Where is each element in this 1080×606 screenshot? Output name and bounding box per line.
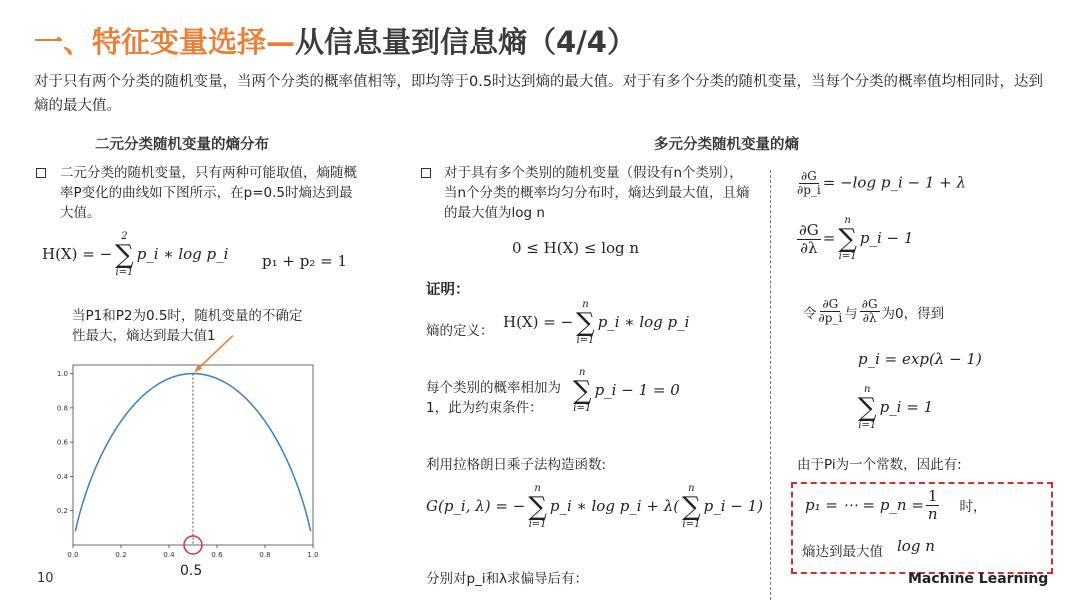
column-divider — [770, 170, 771, 600]
sum-bottom: i=1 — [858, 420, 877, 431]
middle-heading: 多元分类随机变量的熵 — [654, 137, 799, 153]
frac-den: ∂λ — [862, 311, 877, 326]
binary-entropy-formula — [42, 232, 228, 278]
y-tick-label: 0.4 — [56, 472, 68, 481]
sum-symbol: n ∑ i=1 — [576, 299, 595, 346]
fraction — [797, 222, 821, 256]
lagrange-mid: p_i ∗ log p_i + λ( — [549, 497, 680, 515]
sum-symbol: n ∑ i=1 — [858, 384, 877, 431]
box-eq: p₁ = ⋯ = p_n = — [805, 496, 924, 514]
partial-lambda-equation — [795, 216, 913, 262]
formula-rhs: p_i ∗ log p_i — [136, 245, 229, 263]
sum-top: n — [844, 215, 851, 226]
x-tick-label: 0.2 — [115, 551, 127, 559]
let-suffix: 为0，得到 — [881, 305, 945, 322]
sum-bottom: i=1 — [115, 267, 134, 278]
sum-bottom: i=1 — [528, 519, 547, 530]
constraint-label: 每个类别的概率相加为1，此为约束条件： — [426, 380, 561, 416]
frac-den: ∂p_i — [797, 183, 821, 198]
lagrange-lhs: G(p_i, λ) = − — [426, 497, 526, 515]
y-tick-label: 1.0 — [56, 370, 68, 379]
intro-text: 对于只有两个分类的随机变量，当两个分类的概率值相等，即均等于0.5时达到熵的最大值。对于有多个分类的随机变量，当每个分类的概率值均相同时，达到熵的最大值。 — [34, 74, 1044, 114]
constraint-rhs: p_i − 1 = 0 — [594, 381, 680, 399]
sum-symbol: n ∑ i=1 — [682, 483, 701, 530]
x-tick-label: 0.6 — [211, 551, 223, 559]
y-tick-label: 0.2 — [56, 507, 68, 516]
probability-constraint: p₁ + p₂ = 1 — [262, 252, 347, 270]
def-rhs: p_i ∗ log p_i — [597, 313, 690, 331]
chart-annotation: 当P1和P2为0.5时，随机变量的不确定性最大，熵达到最大值1 — [72, 308, 303, 344]
let-prefix: 令 — [803, 305, 817, 322]
sum-top: n — [688, 483, 695, 494]
set-zero-line — [803, 298, 944, 325]
fraction — [926, 488, 940, 522]
frac-num: 1 — [927, 487, 938, 505]
x-tick-label: 1.0 — [307, 551, 319, 559]
sum-bottom: i=1 — [838, 251, 857, 262]
x-tick-label: 0.0 — [67, 551, 79, 559]
partial-p-equation — [795, 170, 966, 197]
title-part2: 从信息量到信息熵（4/4） — [295, 25, 636, 59]
fraction — [797, 170, 821, 197]
eq2-eq: = — [822, 229, 836, 247]
box-log: log n — [897, 537, 935, 555]
max-entropy-value — [897, 537, 935, 555]
def-lhs: H(X) = − — [503, 313, 574, 331]
definition-label: 熵的定义： — [426, 323, 494, 339]
lagrange-label: 利用拉格朗日乘子法构造函数: — [426, 457, 607, 473]
frac-num: ∂G — [799, 221, 819, 239]
lagrange-formula — [426, 484, 763, 530]
sum-top: n — [582, 299, 589, 310]
sum-symbol: 2 ∑ i=1 — [115, 231, 134, 278]
y-tick-label: 0.8 — [56, 404, 68, 413]
eq2-tail: p_i − 1 — [859, 229, 914, 247]
frac-num: ∂G — [822, 297, 839, 311]
partial-label: 分别对p_i和λ求偏导后有： — [426, 571, 589, 587]
sum-equals-one — [855, 385, 933, 431]
sum-top: n — [579, 367, 586, 378]
bullet-square-icon — [421, 168, 431, 178]
formula-lhs: H(X) = − — [42, 245, 113, 263]
x-tick-label: 0.8 — [259, 551, 271, 559]
sum-symbol: n ∑ i=1 — [573, 367, 592, 414]
y-tick-label: 0.6 — [56, 438, 68, 447]
sum-top: n — [864, 384, 871, 395]
brand-label: Machine Learning — [908, 571, 1049, 587]
pi-eq: p_i = exp(λ − 1) — [858, 350, 982, 368]
left-heading: 二元分类随机变量的熵分布 — [95, 137, 269, 153]
sum-symbol: n ∑ i=1 — [838, 215, 857, 262]
uniform-prob-equation — [805, 488, 986, 522]
max-entropy-text: 熵达到最大值 — [802, 544, 883, 560]
proof-label: 证明： — [426, 282, 470, 298]
entropy-bound: 0 ≤ H(X) ≤ log n — [512, 239, 640, 257]
frac-den: n — [927, 504, 938, 523]
lagrange-end: p_i − 1) — [703, 497, 764, 515]
frac-num: ∂G — [800, 169, 817, 183]
page-number: 10 — [37, 571, 54, 586]
since-text: 由于Pi为一个常数，因此有: — [797, 457, 962, 473]
sum-bottom: i=1 — [576, 335, 595, 346]
title-part1: 一、特征变量选择— — [34, 25, 296, 59]
definition-formula — [503, 300, 689, 346]
eq1-rhs: = −log p_i − 1 + λ — [822, 173, 966, 192]
pi-exp-equation — [858, 350, 982, 368]
entropy-chart — [40, 330, 340, 580]
page-title — [34, 20, 636, 61]
marker-label: 0.5 — [180, 563, 203, 579]
sum-bottom: i=1 — [682, 519, 701, 530]
frac-den: ∂p_i — [818, 311, 843, 326]
left-bullet-text: 二元分类的随机变量，只有两种可能取值，熵随概率P变化的曲线如下图所示，在p=0.5时熵达到最大值。 — [60, 165, 357, 221]
sum-symbol: n ∑ i=1 — [528, 483, 547, 530]
sum-eq-rhs: p_i = 1 — [879, 398, 934, 416]
fraction — [819, 298, 843, 325]
sum-top: 2 — [121, 231, 128, 242]
bullet-square-icon — [36, 168, 46, 178]
frac-den: ∂λ — [800, 238, 818, 257]
constraint-formula — [570, 368, 680, 414]
let-and: 与 — [844, 305, 858, 322]
middle-bullet-text: 对于具有多个类别的随机变量（假设有n个类别），当n个分类的概率均匀分布时，熵达到最大值，且熵的最大值为log n — [444, 165, 750, 221]
sum-bottom: i=1 — [573, 403, 592, 414]
fraction — [860, 298, 880, 325]
frac-num: ∂G — [861, 297, 878, 311]
box-time: 时， — [959, 499, 987, 515]
sum-top: n — [534, 483, 541, 494]
x-tick-label: 0.4 — [163, 551, 175, 559]
